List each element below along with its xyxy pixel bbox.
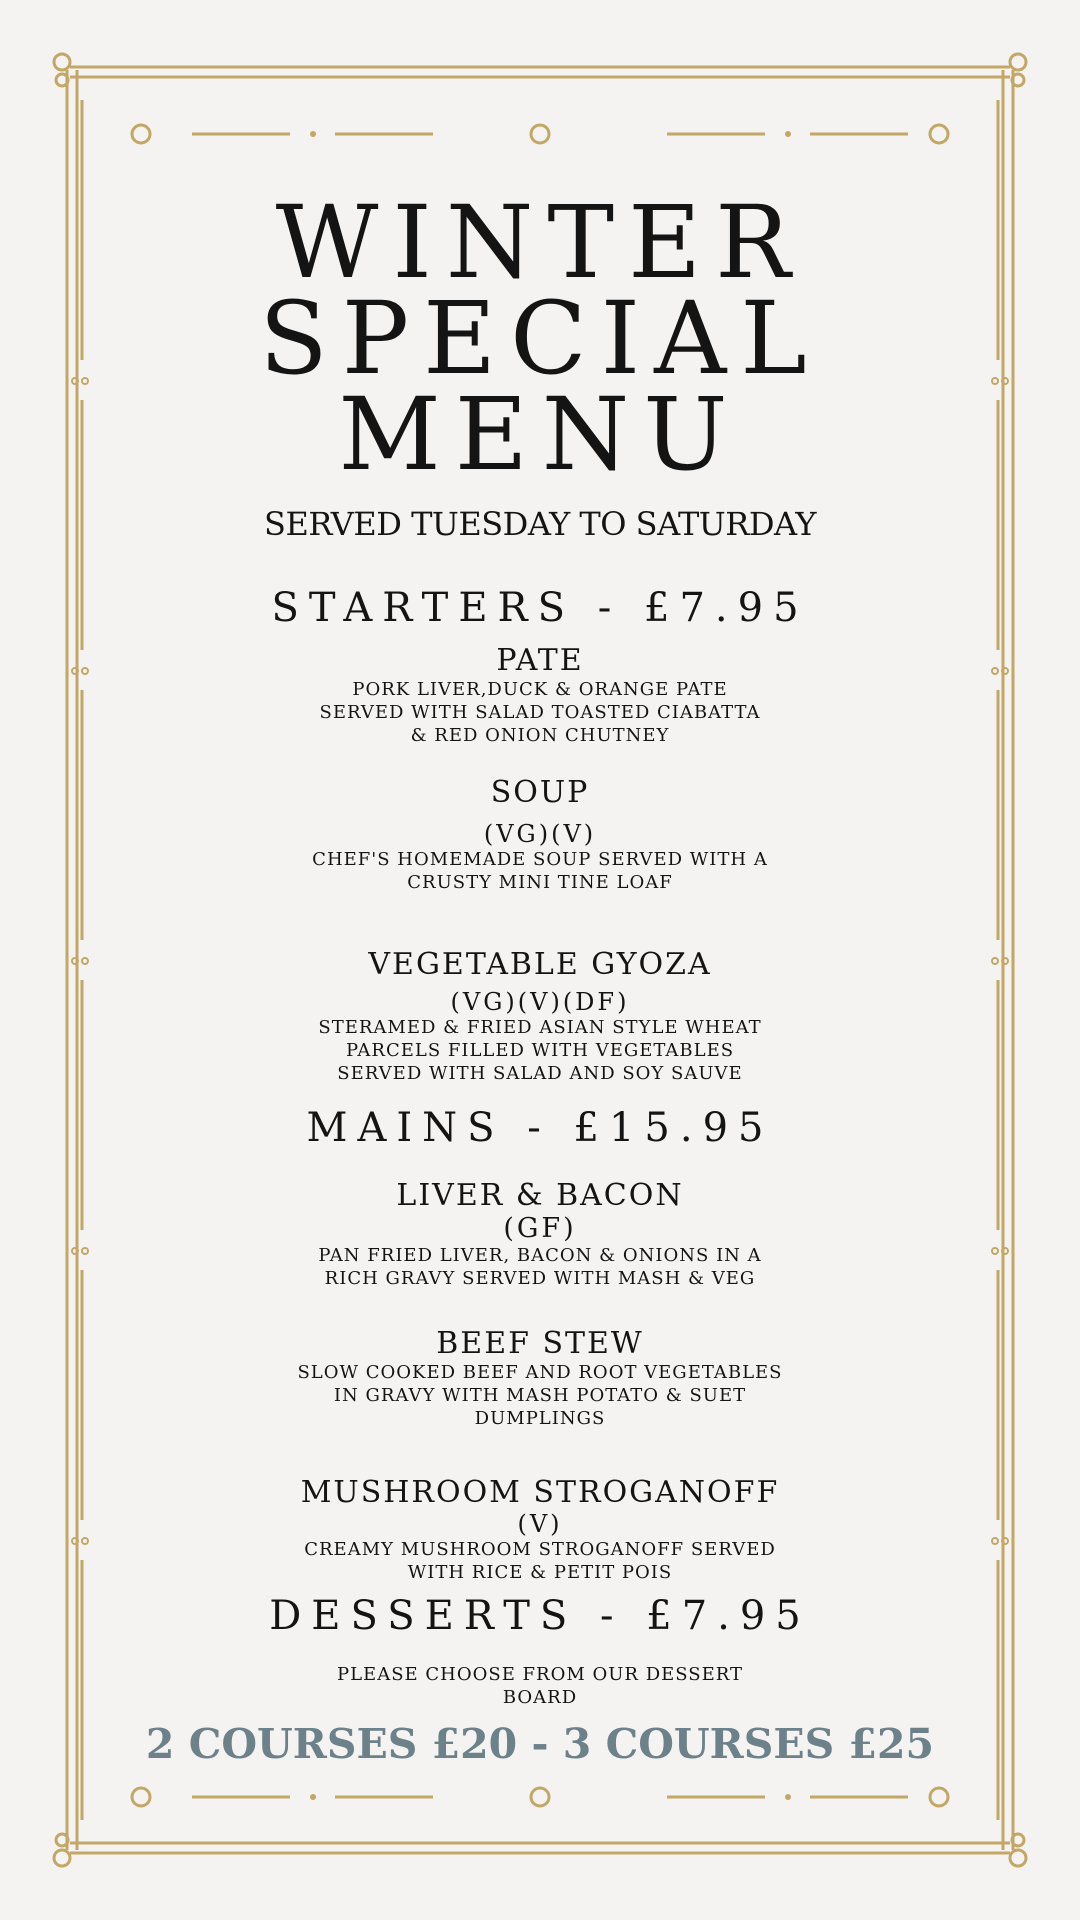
dish-description: STERAMED & FRIED ASIAN STYLE WHEAT PARCELS FILLED WITH VEGETABLES SERVED WITH SALAD AND SOY SAUVE bbox=[318, 1017, 762, 1084]
dish-name: BEEF STEW bbox=[436, 1326, 644, 1361]
dish-liver-bacon bbox=[0, 1178, 1080, 1290]
dish-mushroom-stroganoff bbox=[0, 1475, 1080, 1584]
dish-beef-stew bbox=[0, 1326, 1080, 1430]
dish-description: PORK LIVER,DUCK & ORANGE PATE SERVED WITH SALAD TOASTED CIABATTA & RED ONION CHUTNEY bbox=[319, 679, 761, 746]
dish-soup bbox=[0, 775, 1080, 894]
starters-heading: STARTERS - £7.95 bbox=[271, 585, 809, 631]
title-line-3: MENU bbox=[338, 376, 742, 493]
dish-description: CHEF'S HOMEMADE SOUP SERVED WITH A CRUSTY MINI TINE LOAF bbox=[312, 849, 768, 893]
desserts-heading: DESSERTS - £7.95 bbox=[269, 1593, 811, 1639]
title-line-2: SPECIAL bbox=[259, 280, 821, 397]
mains-heading: MAINS - £15.95 bbox=[306, 1105, 774, 1151]
dish-name: PATE bbox=[496, 643, 584, 678]
desserts-description: PLEASE CHOOSE FROM OUR DESSERT BOARD bbox=[336, 1664, 744, 1708]
dish-vegetable-gyoza bbox=[0, 947, 1080, 1085]
dish-name: LIVER & BACON bbox=[396, 1178, 684, 1213]
dish-description: PAN FRIED LIVER, BACON & ONIONS IN A RICH GRAVY SERVED WITH MASH & VEG bbox=[318, 1245, 762, 1289]
dish-name: VEGETABLE GYOZA bbox=[368, 947, 712, 982]
dish-name: MUSHROOM STROGANOFF bbox=[300, 1475, 780, 1510]
dish-description: SLOW COOKED BEEF AND ROOT VEGETABLES IN GRAVY WITH MASH POTATO & SUET DUMPLINGS bbox=[297, 1362, 783, 1429]
dietary-tags: (VG)(V) bbox=[483, 820, 597, 848]
menu-title bbox=[0, 184, 1080, 493]
served-days: SERVED TUESDAY TO SATURDAY bbox=[264, 505, 816, 543]
dietary-tags: (VG)(V)(DF) bbox=[450, 988, 630, 1016]
title-line-1: WINTER bbox=[275, 184, 805, 301]
course-offer: 2 COURSES £20 - 3 COURSES £25 bbox=[145, 1720, 935, 1768]
dish-pate bbox=[0, 643, 1080, 747]
dish-name: SOUP bbox=[490, 775, 590, 810]
dietary-tags: (V) bbox=[517, 1510, 563, 1538]
dish-description: CREAMY MUSHROOM STROGANOFF SERVED WITH RICE & PETIT POIS bbox=[304, 1539, 776, 1583]
dietary-tags: (GF) bbox=[503, 1213, 577, 1244]
